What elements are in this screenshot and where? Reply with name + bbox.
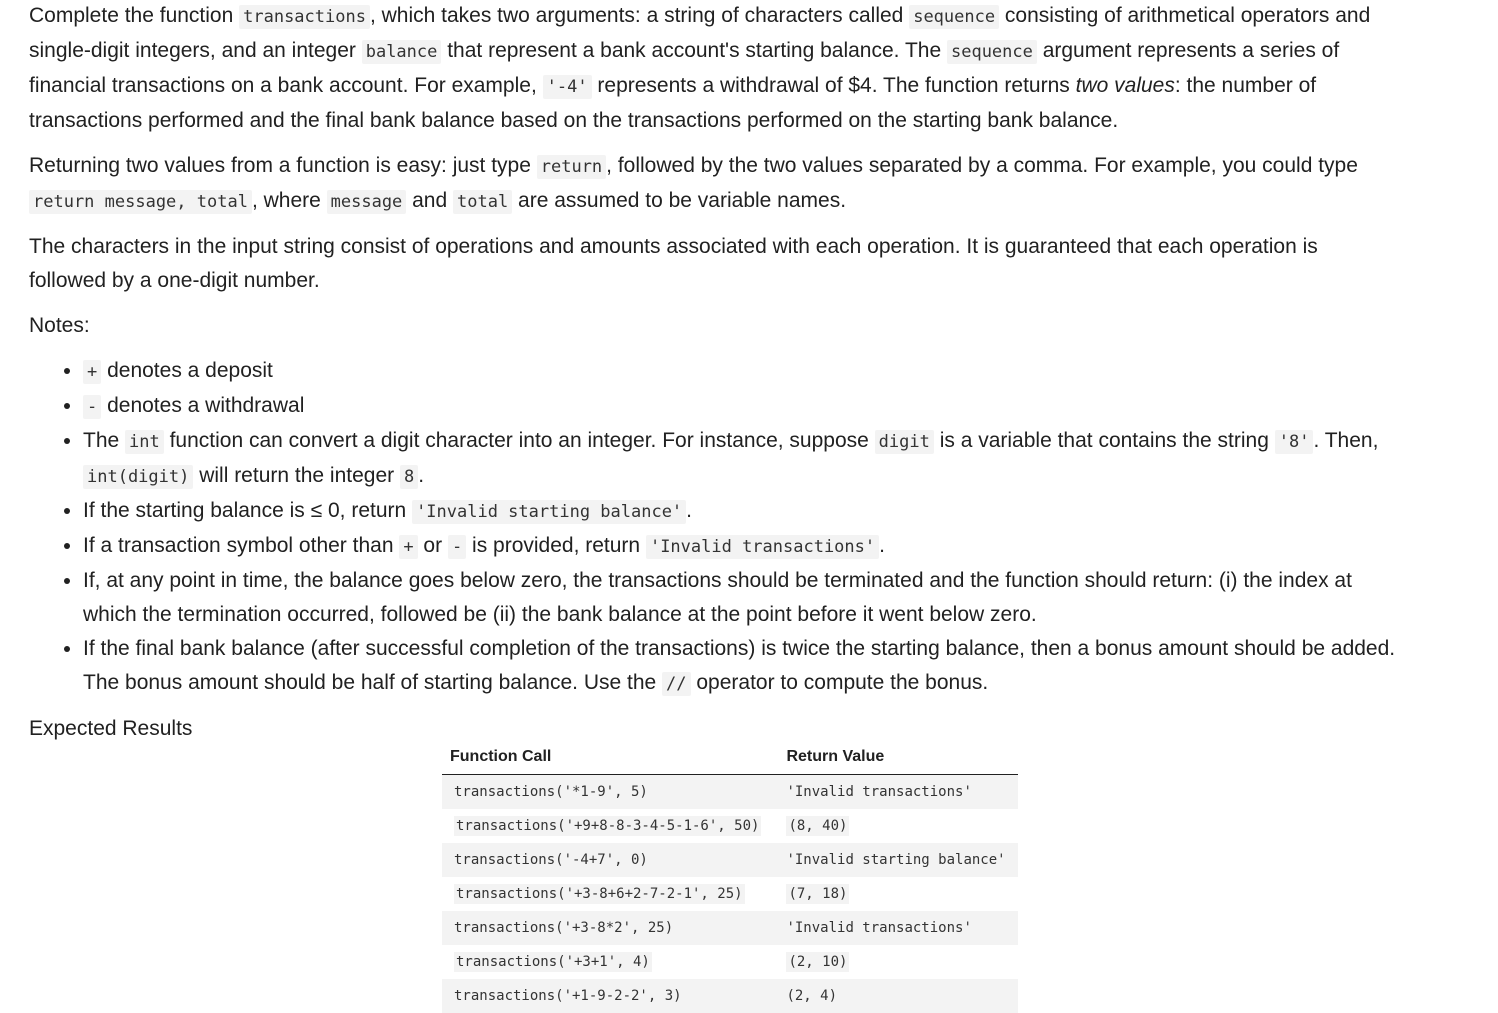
- return-value-cell: 'Invalid transactions': [773, 775, 1017, 810]
- text: represents a withdrawal of $4. The function returns: [591, 74, 1076, 97]
- table-row: [442, 775, 1018, 810]
- table-row: [442, 809, 1018, 843]
- text: : the number of transactions performed and the final bank balance based on the transactions performed on the starting bank balance.: [29, 74, 1317, 132]
- inline-code: int: [125, 430, 164, 454]
- notes-label: Notes:: [29, 314, 90, 337]
- table-row: [442, 911, 1018, 945]
- inline-code: -: [448, 535, 466, 559]
- inline-code: +: [399, 535, 417, 559]
- emphasis: two values: [1075, 74, 1175, 97]
- table-header-row: [442, 740, 1018, 775]
- text: is a variable that contains the string: [933, 429, 1275, 452]
- text: If the starting balance is: [83, 499, 311, 522]
- inline-code: transactions: [239, 5, 370, 29]
- text: denotes a withdrawal: [101, 394, 305, 417]
- function-call-cell: [442, 877, 773, 911]
- return-value-cell: [773, 809, 1017, 843]
- return-value-cell: [773, 945, 1017, 979]
- problem-description: [29, 0, 1399, 757]
- text: Returning two values from a function is easy: just type: [29, 154, 537, 177]
- inline-code: return: [537, 155, 606, 179]
- inline-code: sequence: [909, 5, 999, 29]
- inline-code: -: [83, 395, 101, 419]
- text: are assumed to be variable names.: [512, 189, 847, 212]
- notes-list: [29, 354, 1399, 701]
- text: , followed by the two values separated by a comma. For example, you could type: [606, 154, 1358, 177]
- text: .: [879, 534, 885, 557]
- text: If the final bank balance (after successful completion of the transactions) is twice the starting balance, then a bonus amount should be added. The bonus amount should be half of starting balance. Use the: [83, 637, 1396, 694]
- text: denotes a deposit: [101, 359, 273, 382]
- table-row: [442, 843, 1018, 877]
- expected-results-table-wrapper: [442, 740, 1006, 1013]
- cell-text: (8, 40): [788, 818, 848, 834]
- function-call-cell: [442, 809, 773, 843]
- text: that represent a bank account's starting balance. The: [441, 39, 947, 62]
- return-value-cell: 'Invalid transactions': [773, 911, 1017, 945]
- return-value-cell: [773, 877, 1017, 911]
- intro-paragraph-2: [29, 149, 1399, 219]
- intro-paragraph-1: [29, 0, 1399, 138]
- note-invalid-symbol: [83, 529, 1399, 564]
- inline-code: 'Invalid transactions': [646, 535, 879, 559]
- text: or: [417, 534, 448, 557]
- function-call-cell: transactions('-4+7', 0): [442, 843, 773, 877]
- text: If a transaction symbol other than: [83, 534, 400, 557]
- cell-text: transactions('+3-8+6+2-7-2-1', 25): [456, 886, 743, 902]
- function-call-cell: [442, 945, 773, 979]
- inline-code: return message, total: [29, 190, 252, 214]
- function-call-cell: transactions('+1-9-2-2', 3): [442, 979, 773, 1013]
- header-function-call: Function Call: [442, 740, 773, 775]
- cell-text: transactions('+3+1', 4): [456, 954, 650, 970]
- inline-code: 'Invalid starting balance': [412, 500, 686, 524]
- inline-code: //: [662, 672, 690, 696]
- table-row: [442, 877, 1018, 911]
- inline-code: total: [453, 190, 512, 214]
- note-starting-balance: [83, 494, 1399, 529]
- return-value-cell: (2, 4): [773, 979, 1017, 1013]
- note-below-zero: • If, at any point in time, the balance goes below zero, the transactions should be terminated and the function should return: (i) the index at which the termination occurred, followed be (ii) the bank balance at the point before it went below zero.: [83, 564, 1399, 632]
- inline-code: sequence: [947, 40, 1037, 64]
- inline-code: digit: [875, 430, 934, 454]
- expected-results-label: Expected Results: [29, 717, 193, 740]
- note-bonus: [83, 632, 1399, 701]
- text: .: [686, 499, 693, 522]
- cell-text: transactions('+9+8-8-3-4-5-1-6', 50): [456, 818, 760, 834]
- header-return-value: Return Value: [773, 740, 1017, 775]
- text: consisting of arithmetical operators and single-digit integers, and an integer: [29, 4, 1371, 62]
- text: operator to compute the bonus.: [690, 671, 989, 694]
- return-value-cell: 'Invalid starting balance': [773, 843, 1017, 877]
- text: will return the integer: [193, 464, 400, 487]
- inline-code: '-4': [543, 75, 592, 99]
- inline-code: '8': [1275, 430, 1314, 454]
- cell-text: (7, 18): [788, 886, 848, 902]
- note-withdrawal: [83, 389, 1399, 424]
- note-deposit: [83, 354, 1399, 389]
- intro-paragraph-3: The characters in the input string consist of operations and amounts associated with each operation. It is guaranteed that each operation is followed by a one-digit number.: [29, 235, 1318, 292]
- function-call-cell: transactions('*1-9', 5): [442, 775, 773, 810]
- table-row: [442, 979, 1018, 1013]
- text: and: [406, 189, 454, 212]
- inline-code: message: [327, 190, 407, 214]
- less-equal-symbol: ≤: [310, 499, 323, 522]
- inline-code: +: [83, 360, 101, 384]
- text: .: [418, 464, 425, 487]
- text: The: [83, 429, 126, 452]
- text: , where: [251, 189, 327, 212]
- text: Complete the function: [29, 4, 240, 27]
- text: , which takes two arguments: a string of characters called: [369, 4, 910, 27]
- inline-code: balance: [362, 40, 442, 64]
- inline-code: 8: [400, 465, 418, 489]
- text: argument represents a series of financial transactions on a bank account. For example,: [29, 39, 1340, 97]
- inline-code: int(digit): [83, 465, 193, 489]
- expected-results-table: [442, 740, 1018, 1013]
- text: 0, return: [322, 499, 413, 522]
- table-row: [442, 945, 1018, 979]
- cell-text: (2, 10): [788, 954, 848, 970]
- text: function can convert a digit character into an integer. For instance, suppose: [163, 429, 875, 452]
- note-int-function: [83, 424, 1399, 494]
- function-call-cell: transactions('+3-8*2', 25): [442, 911, 773, 945]
- text: is provided, return: [466, 534, 646, 557]
- text: . Then,: [1313, 429, 1379, 452]
